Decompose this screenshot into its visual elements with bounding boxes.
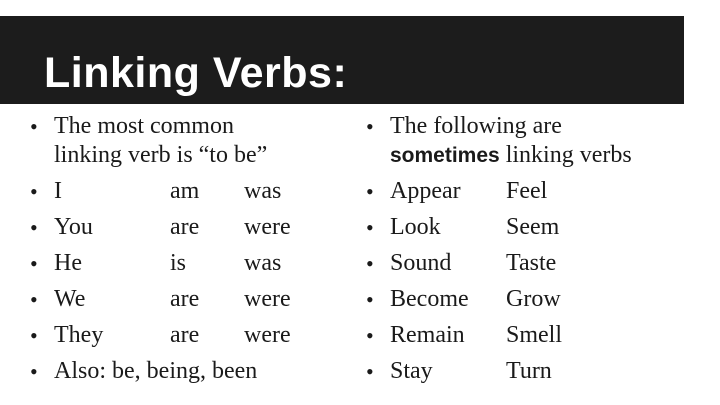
bullet-icon: • bbox=[30, 251, 38, 276]
intro-text: The following are bbox=[390, 113, 562, 139]
list-item bbox=[366, 249, 696, 278]
verb: Seem bbox=[506, 214, 560, 240]
list-item bbox=[30, 321, 340, 350]
left-column bbox=[30, 112, 340, 393]
pronoun: They bbox=[54, 322, 104, 348]
bullet-icon: • bbox=[30, 287, 38, 312]
present-form: are bbox=[170, 214, 200, 240]
present-form: are bbox=[170, 322, 200, 348]
bullet-icon: • bbox=[366, 323, 374, 348]
intro-text: linking verb is “to be” bbox=[54, 142, 268, 168]
verb: Taste bbox=[506, 250, 557, 276]
present-form: are bbox=[170, 286, 200, 312]
bullet-icon: • bbox=[366, 215, 374, 240]
verb: Look bbox=[390, 214, 441, 240]
bullet-icon: • bbox=[366, 251, 374, 276]
pronoun: You bbox=[54, 214, 93, 240]
bullet-icon: • bbox=[30, 179, 38, 204]
verb: Remain bbox=[390, 322, 465, 348]
bullet-icon: • bbox=[30, 359, 38, 384]
list-item bbox=[366, 285, 696, 314]
bullet-icon: • bbox=[366, 287, 374, 312]
verb: Feel bbox=[506, 178, 548, 204]
verb: Become bbox=[390, 286, 469, 312]
verb: Stay bbox=[390, 358, 433, 384]
past-form: were bbox=[244, 322, 291, 348]
list-item bbox=[366, 177, 696, 206]
pronoun: He bbox=[54, 250, 82, 276]
bullet-icon: • bbox=[366, 179, 374, 204]
past-form: were bbox=[244, 286, 291, 312]
list-item bbox=[30, 249, 340, 278]
intro-text: The most common bbox=[54, 113, 234, 139]
bullet-icon: • bbox=[30, 114, 38, 139]
verb: Sound bbox=[390, 250, 452, 276]
slide-title: Linking Verbs: bbox=[44, 49, 348, 97]
bullet-icon: • bbox=[30, 215, 38, 240]
list-item bbox=[30, 357, 340, 386]
list-item bbox=[366, 112, 696, 170]
list-item bbox=[30, 112, 340, 170]
list-item bbox=[30, 177, 340, 206]
verb: Turn bbox=[506, 358, 552, 384]
intro-text-rest: linking verbs bbox=[499, 142, 632, 168]
right-column bbox=[366, 112, 696, 393]
verb: Appear bbox=[390, 178, 461, 204]
list-item bbox=[30, 213, 340, 242]
list-item bbox=[30, 285, 340, 314]
list-item bbox=[366, 357, 696, 386]
emphasis-word: sometimes bbox=[390, 144, 500, 167]
bullet-icon: • bbox=[30, 323, 38, 348]
bullet-icon: • bbox=[366, 359, 374, 384]
list-item bbox=[366, 213, 696, 242]
pronoun: We bbox=[54, 286, 86, 312]
verb: Smell bbox=[506, 322, 563, 348]
present-form: is bbox=[170, 250, 187, 276]
pronoun: I bbox=[54, 178, 62, 204]
also-text: Also: be, being, been bbox=[54, 358, 258, 384]
present-form: am bbox=[170, 178, 200, 204]
past-form: was bbox=[244, 178, 282, 204]
intro-text-line2 bbox=[390, 141, 696, 170]
past-form: were bbox=[244, 214, 291, 240]
bullet-icon: • bbox=[366, 114, 374, 139]
past-form: was bbox=[244, 250, 282, 276]
verb: Grow bbox=[506, 286, 561, 312]
list-item bbox=[366, 321, 696, 350]
